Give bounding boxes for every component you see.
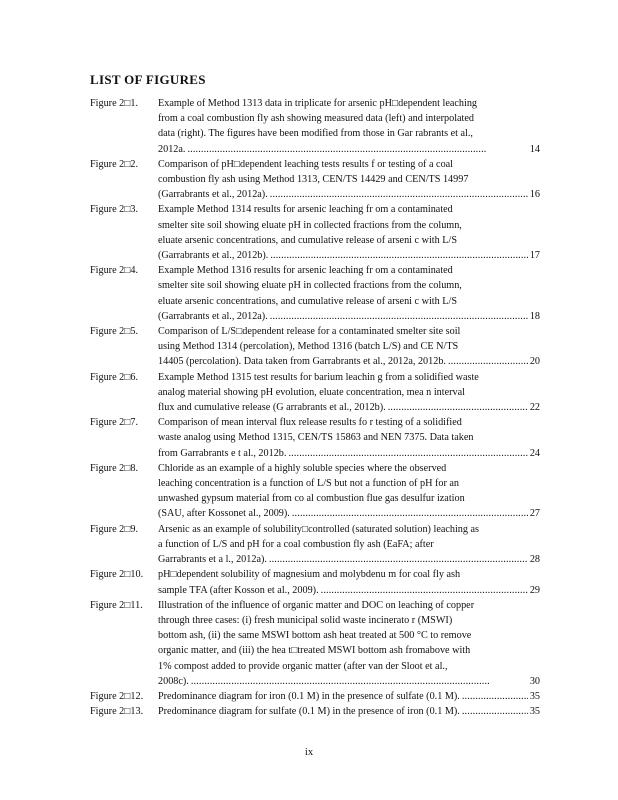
page-reference: 22 [529, 402, 540, 414]
caption-last-line [158, 552, 540, 567]
caption-last-line [158, 309, 540, 324]
figure-number: Figure 2□9. [90, 523, 139, 535]
caption-last-line [158, 583, 540, 598]
dot-leader [292, 506, 528, 521]
dot-leader [448, 354, 528, 369]
dot-leader [187, 142, 527, 157]
caption-line: Illustration of the influence of organic matter and DOC on leaching of copper [158, 599, 475, 611]
figure-number: Figure 2□11. [90, 599, 143, 611]
caption-last-line [158, 689, 540, 704]
caption-last-line [158, 704, 540, 719]
page-heading: LIST OF FIGURES [90, 72, 206, 87]
caption-line: organic matter, and (iii) the hea t□treated MSWI bottom ash fromabove with [158, 645, 471, 657]
caption-line: (Garrabrants et al., 2012b). [158, 250, 269, 262]
page-reference: 29 [529, 584, 540, 596]
caption-line: 2008c). [158, 675, 189, 687]
figure-number: Figure 2□7. [90, 417, 139, 429]
caption-line: Example Method 1315 test results for barium leachin g from a solidified waste [158, 371, 479, 383]
figure-entry [90, 522, 540, 568]
caption-line: (Garrabrants et al., 2012a). [158, 310, 268, 322]
caption-line: through three cases: (i) fresh municipal solid waste incinerato r (MSWI) [158, 614, 453, 626]
caption-line: pH□dependent solubility of magnesium and molybdenu m for coal fly ash [158, 569, 461, 581]
caption-line: Arsenic as an example of solubility□controlled (saturated solution) leaching as [158, 523, 480, 535]
figure-entry [90, 157, 540, 203]
page-reference: 18 [529, 310, 540, 322]
dot-leader [321, 583, 528, 598]
dot-leader [462, 704, 528, 719]
caption-line: eluate arsenic concentrations, and cumulative release of arseni c with L/S [158, 295, 457, 307]
caption-line: smelter site soil showing eluate pH in collected fractions from the column, [158, 219, 462, 231]
dot-leader [288, 446, 527, 461]
caption-line: leaching concentration is a function of L/S but not a function of pH for an [158, 478, 460, 490]
page-reference: 28 [529, 554, 540, 566]
figure-entry [90, 96, 540, 157]
dot-leader [462, 689, 528, 704]
figure-entry [90, 263, 540, 324]
page-number: ix [304, 747, 314, 758]
figure-number: Figure 2□1. [90, 98, 139, 109]
caption-line: Example of Method 1313 data in triplicate for arsenic pH□dependent leaching [158, 98, 478, 109]
caption-line: Predominance diagram for iron (0.1 M) in the presence of sulfate (0.1 M). [158, 690, 460, 702]
caption-line: 2012a. [158, 143, 186, 155]
figure-entry [90, 461, 540, 522]
caption-last-line [158, 187, 540, 202]
dot-leader [270, 187, 528, 202]
caption-line: Example Method 1314 results for arsenic leaching fr om a contaminated [158, 204, 453, 216]
figure-entry [90, 567, 540, 597]
caption-line: Predominance diagram for sulfate (0.1 M) in the presence of iron (0.1 M). [158, 706, 460, 718]
caption-line: data (right). The figures have been modified from those in Gar rabrants et al., [158, 128, 473, 140]
caption-last-line [158, 142, 540, 157]
caption-line: 1% compost added to provide organic matter (after van der Sloot et al., [158, 660, 448, 672]
caption-line: from Garrabrants e t al., 2012b. [158, 447, 287, 459]
caption-line: (Garrabrants et al., 2012a). [158, 189, 268, 201]
page-reference: 17 [529, 250, 540, 262]
caption-line: sample TFA (after Kosson et al., 2009). [158, 584, 319, 596]
page-reference: 24 [529, 447, 540, 459]
caption-last-line [158, 400, 540, 415]
figure-entry [90, 689, 540, 704]
figure-number: Figure 2□4. [90, 265, 139, 277]
caption-line: Comparison of L/S□dependent release for a contaminated smelter site soil [158, 326, 461, 338]
figure-entry [90, 324, 540, 370]
caption-last-line [158, 248, 540, 263]
caption-line: using Method 1314 (percolation), Method 1316 (batch L/S) and CE N/TS [158, 341, 459, 353]
caption-line: 14405 (percolation). Data taken from Garrabrants et al., 2012a, 2012b. [158, 356, 446, 368]
figure-entry [90, 415, 540, 461]
caption-line: Garrabrants et a l., 2012a). [158, 554, 267, 566]
caption-line: bottom ash, (ii) the same MSWI bottom ash heat treated at 500 °C to remove [158, 630, 472, 642]
figure-number: Figure 2□2. [90, 158, 139, 170]
figure-number: Figure 2□10. [90, 569, 144, 581]
caption-line: flux and cumulative release (G arrabrants et al., 2012b). [158, 402, 386, 414]
caption-line: eluate arsenic concentrations, and cumulative release of arseni c with L/S [158, 234, 457, 246]
figure-entry [90, 370, 540, 416]
caption-line: combustion fly ash using Method 1313, CEN/TS 14429 and CEN/TS 14997 [158, 174, 469, 186]
caption-line: smelter site soil showing eluate pH in collected fractions from the column, [158, 280, 462, 292]
caption-last-line [158, 446, 540, 461]
caption-line: waste analog using Method 1315, CEN/TS 15863 and NEN 7375. Data taken [158, 432, 474, 444]
page-reference: 35 [529, 690, 540, 702]
caption-line: a function of L/S and pH for a coal combustion fly ash (EaFA; after [158, 538, 434, 550]
caption-last-line [158, 354, 540, 369]
dot-leader [269, 552, 528, 567]
figure-number: Figure 2□12. [90, 690, 144, 702]
figure-entry [90, 598, 540, 689]
figure-entry [90, 704, 540, 719]
caption-line: Comparison of pH□dependent leaching tests results f or testing of a coal [158, 158, 454, 170]
caption-line: Comparison of mean interval flux release results fo r testing of a solidified [158, 417, 462, 429]
figure-list [90, 96, 540, 719]
page-reference: 27 [529, 508, 540, 520]
figure-number: Figure 2□6. [90, 371, 139, 383]
page-reference: 30 [529, 675, 540, 687]
figure-number: Figure 2□13. [90, 706, 144, 718]
dot-leader [270, 309, 528, 324]
figure-number: Figure 2□8. [90, 462, 139, 474]
figure-number: Figure 2□5. [90, 326, 139, 338]
caption-line: Example Method 1316 results for arsenic leaching fr om a contaminated [158, 265, 453, 277]
caption-line: unwashed gypsum material from co al combustion flue gas desulfur ization [158, 493, 465, 505]
figure-number: Figure 2□3. [90, 204, 139, 216]
page-reference: 35 [529, 706, 540, 718]
page-reference: 16 [529, 189, 540, 201]
caption-last-line [158, 674, 540, 689]
caption-last-line [158, 506, 540, 521]
caption-line: analog material showing pH evolution, eluate concentration, mea n interval [158, 386, 465, 398]
dot-leader [191, 674, 528, 689]
dot-leader [388, 400, 528, 415]
caption-line: from a coal combustion fly ash showing measured data (left) and interpolated [158, 113, 474, 125]
figure-entry [90, 202, 540, 263]
caption-line: (SAU, after Kossonet al., 2009). [158, 508, 290, 520]
page-reference: 20 [529, 356, 540, 368]
caption-line: Chloride as an example of a highly soluble species where the observed [158, 462, 447, 474]
dot-leader [270, 248, 527, 263]
page-reference: 14 [529, 143, 540, 155]
